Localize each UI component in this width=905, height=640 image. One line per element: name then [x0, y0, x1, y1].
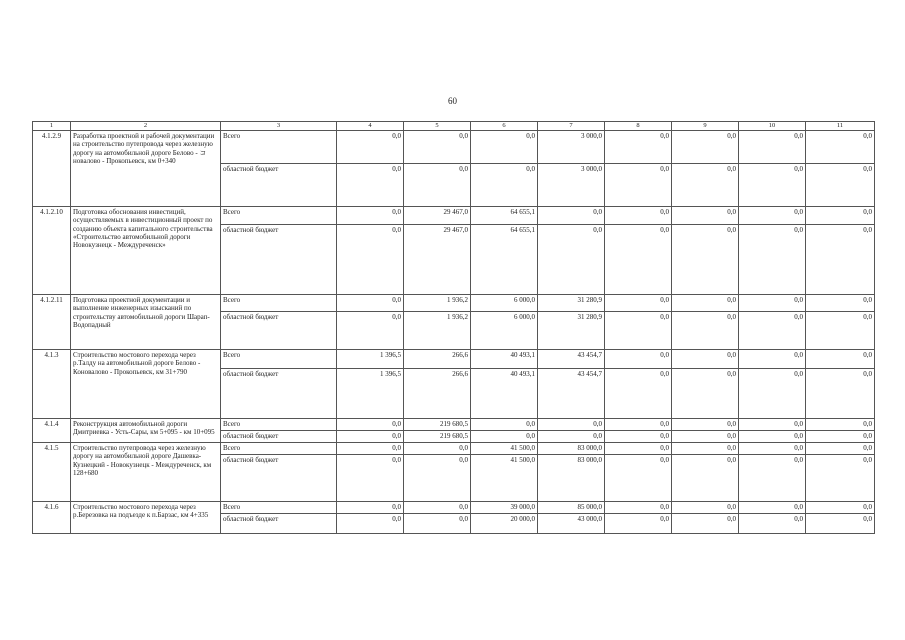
- amount-cell: 43 454,7: [538, 349, 605, 368]
- amount-cell: 0,0: [404, 130, 471, 163]
- amount-cell: 6 000,0: [471, 294, 538, 311]
- amount-cell: 0,0: [806, 206, 875, 224]
- amount-cell: 0,0: [337, 513, 404, 533]
- amount-cell: 0,0: [672, 454, 739, 501]
- amount-cell: 0,0: [672, 224, 739, 294]
- item-name: Строительство мостового перехода через р.Березовка на подъезде к п.Барзас, км 4+335: [71, 501, 221, 533]
- item-name: Строительство путепровода через железную дорогу на автомобильной дороге Дашевка-Кузнецкий - Новокузнецк - Междуреченск, км 128+680: [71, 442, 221, 501]
- amount-cell: 0,0: [806, 418, 875, 430]
- amount-cell: 0,0: [605, 294, 672, 311]
- amount-cell: 0,0: [538, 418, 605, 430]
- funding-source: Всего: [221, 501, 337, 513]
- amount-cell: 83 000,0: [538, 454, 605, 501]
- amount-cell: 0,0: [672, 430, 739, 442]
- amount-cell: 0,0: [806, 163, 875, 206]
- page-number: 60: [448, 96, 457, 106]
- amount-cell: 0,0: [739, 454, 806, 501]
- amount-cell: 3 000,0: [538, 130, 605, 163]
- amount-cell: 0,0: [605, 418, 672, 430]
- amount-cell: 0,0: [337, 294, 404, 311]
- amount-cell: 0,0: [605, 368, 672, 418]
- amount-cell: 0,0: [739, 513, 806, 533]
- amount-cell: 0,0: [471, 418, 538, 430]
- amount-cell: 219 680,5: [404, 418, 471, 430]
- amount-cell: 6 000,0: [471, 311, 538, 349]
- amount-cell: 41 500,0: [471, 442, 538, 454]
- amount-cell: 0,0: [404, 501, 471, 513]
- amount-cell: 0,0: [672, 206, 739, 224]
- item-code: 4.1.4: [33, 418, 71, 442]
- amount-cell: 39 000,0: [471, 501, 538, 513]
- amount-cell: 0,0: [337, 418, 404, 430]
- column-number: 9: [672, 122, 739, 131]
- amount-cell: 0,0: [337, 130, 404, 163]
- amount-cell: 0,0: [739, 418, 806, 430]
- funding-source: Всего: [221, 349, 337, 368]
- column-number: 5: [404, 122, 471, 131]
- amount-cell: 0,0: [605, 349, 672, 368]
- amount-cell: 266,6: [404, 368, 471, 418]
- column-number: 3: [221, 122, 337, 131]
- amount-cell: 0,0: [404, 454, 471, 501]
- funding-source: Всего: [221, 206, 337, 224]
- funding-source: Всего: [221, 418, 337, 430]
- amount-cell: 0,0: [404, 163, 471, 206]
- table-row: [33, 294, 875, 311]
- amount-cell: 0,0: [337, 311, 404, 349]
- amount-cell: 0,0: [806, 349, 875, 368]
- amount-cell: 0,0: [404, 513, 471, 533]
- amount-cell: 0,0: [605, 513, 672, 533]
- column-number: 1: [33, 122, 71, 131]
- column-number: 2: [71, 122, 221, 131]
- amount-cell: 0,0: [538, 206, 605, 224]
- column-number: 10: [739, 122, 806, 131]
- amount-cell: 0,0: [337, 206, 404, 224]
- table-row: [33, 349, 875, 368]
- amount-cell: 0,0: [672, 513, 739, 533]
- funding-source: Всего: [221, 442, 337, 454]
- amount-cell: 0,0: [337, 501, 404, 513]
- item-code: 4.1.5: [33, 442, 71, 501]
- amount-cell: 0,0: [605, 206, 672, 224]
- amount-cell: 0,0: [806, 224, 875, 294]
- table-row: [33, 418, 875, 430]
- column-number: 8: [605, 122, 672, 131]
- item-code: 4.1.3: [33, 349, 71, 418]
- funding-source: областной бюджет: [221, 224, 337, 294]
- amount-cell: 41 500,0: [471, 454, 538, 501]
- amount-cell: 0,0: [337, 430, 404, 442]
- amount-cell: 0,0: [605, 130, 672, 163]
- funding-source: областной бюджет: [221, 311, 337, 349]
- amount-cell: 0,0: [404, 442, 471, 454]
- funding-source: областной бюджет: [221, 430, 337, 442]
- item-name: Подготовка обоснования инвестиций, осуществляемых в инвестиционный проект по созданию объекта капитального строительства «Строительство автомобильной дороги Новокузнецк - Междуреченск»: [71, 206, 221, 294]
- amount-cell: 64 655,1: [471, 206, 538, 224]
- amount-cell: 0,0: [605, 430, 672, 442]
- funding-source: Всего: [221, 294, 337, 311]
- funding-source: областной бюджет: [221, 513, 337, 533]
- item-name: Разработка проектной и рабочей документации на строительство путепровода через железную дорогу на автомобильной дороге Белово - コновалово - Прокопьевск, км 0+340: [71, 130, 221, 206]
- amount-cell: 0,0: [806, 513, 875, 533]
- amount-cell: 266,6: [404, 349, 471, 368]
- amount-cell: 0,0: [672, 418, 739, 430]
- table-row: [33, 130, 875, 163]
- amount-cell: 0,0: [605, 501, 672, 513]
- amount-cell: 40 493,1: [471, 349, 538, 368]
- item-code: 4.1.2.11: [33, 294, 71, 349]
- amount-cell: 0,0: [672, 130, 739, 163]
- column-number: 11: [806, 122, 875, 131]
- amount-cell: 0,0: [739, 442, 806, 454]
- amount-cell: 0,0: [739, 349, 806, 368]
- amount-cell: 219 680,5: [404, 430, 471, 442]
- amount-cell: 0,0: [739, 294, 806, 311]
- amount-cell: 0,0: [739, 163, 806, 206]
- amount-cell: 0,0: [806, 501, 875, 513]
- amount-cell: 0,0: [672, 442, 739, 454]
- amount-cell: 20 000,0: [471, 513, 538, 533]
- item-code: 4.1.6: [33, 501, 71, 533]
- amount-cell: 43 454,7: [538, 368, 605, 418]
- amount-cell: 0,0: [806, 130, 875, 163]
- amount-cell: 0,0: [806, 311, 875, 349]
- item-code: 4.1.2.10: [33, 206, 71, 294]
- table-row: [33, 501, 875, 513]
- amount-cell: 0,0: [605, 224, 672, 294]
- budget-table: [32, 121, 875, 534]
- amount-cell: 0,0: [337, 224, 404, 294]
- table-row: [33, 206, 875, 224]
- amount-cell: 0,0: [538, 224, 605, 294]
- amount-cell: 0,0: [806, 454, 875, 501]
- amount-cell: 0,0: [672, 349, 739, 368]
- amount-cell: 64 655,1: [471, 224, 538, 294]
- amount-cell: 1 936,2: [404, 311, 471, 349]
- funding-source: областной бюджет: [221, 454, 337, 501]
- amount-cell: 3 000,0: [538, 163, 605, 206]
- amount-cell: 1 396,5: [337, 349, 404, 368]
- column-number: 7: [538, 122, 605, 131]
- amount-cell: 0,0: [337, 163, 404, 206]
- item-name: Реконструкция автомобильной дороги Дмитриевка - Усть-Сары, км 5+095 - км 10+095: [71, 418, 221, 442]
- column-number: 4: [337, 122, 404, 131]
- amount-cell: 0,0: [739, 130, 806, 163]
- amount-cell: 31 280,9: [538, 311, 605, 349]
- amount-cell: 0,0: [471, 163, 538, 206]
- amount-cell: 83 000,0: [538, 442, 605, 454]
- amount-cell: 0,0: [672, 311, 739, 349]
- amount-cell: 40 493,1: [471, 368, 538, 418]
- amount-cell: 1 936,2: [404, 294, 471, 311]
- amount-cell: 0,0: [605, 311, 672, 349]
- amount-cell: 1 396,5: [337, 368, 404, 418]
- amount-cell: 31 280,9: [538, 294, 605, 311]
- amount-cell: 0,0: [605, 163, 672, 206]
- column-number: 6: [471, 122, 538, 131]
- amount-cell: 0,0: [337, 442, 404, 454]
- header-row: [33, 122, 875, 131]
- table-row: [33, 442, 875, 454]
- amount-cell: 0,0: [672, 368, 739, 418]
- amount-cell: 0,0: [739, 368, 806, 418]
- funding-source: областной бюджет: [221, 368, 337, 418]
- amount-cell: 0,0: [806, 442, 875, 454]
- amount-cell: 0,0: [739, 501, 806, 513]
- amount-cell: 0,0: [806, 430, 875, 442]
- funding-source: Всего: [221, 130, 337, 163]
- amount-cell: 0,0: [538, 430, 605, 442]
- amount-cell: 0,0: [739, 224, 806, 294]
- amount-cell: 0,0: [672, 501, 739, 513]
- amount-cell: 0,0: [806, 368, 875, 418]
- amount-cell: 29 467,0: [404, 206, 471, 224]
- item-code: 4.1.2.9: [33, 130, 71, 206]
- amount-cell: 0,0: [605, 442, 672, 454]
- amount-cell: 0,0: [806, 294, 875, 311]
- amount-cell: 0,0: [471, 130, 538, 163]
- amount-cell: 29 467,0: [404, 224, 471, 294]
- amount-cell: 0,0: [739, 311, 806, 349]
- amount-cell: 43 000,0: [538, 513, 605, 533]
- item-name: Подготовка проектной документации и выполнение инженерных изысканий по строительству автомобильной дороги Шарап-Водопадный: [71, 294, 221, 349]
- amount-cell: 0,0: [337, 454, 404, 501]
- amount-cell: 0,0: [672, 294, 739, 311]
- item-name: Строительство мостового перехода через р.Талду на автомобильной дороге Белово - Коновалово - Прокопьевск, км 31+790: [71, 349, 221, 418]
- amount-cell: 0,0: [739, 430, 806, 442]
- amount-cell: 85 000,0: [538, 501, 605, 513]
- funding-source: областной бюджет: [221, 163, 337, 206]
- amount-cell: 0,0: [605, 454, 672, 501]
- amount-cell: 0,0: [739, 206, 806, 224]
- amount-cell: 0,0: [672, 163, 739, 206]
- amount-cell: 0,0: [471, 430, 538, 442]
